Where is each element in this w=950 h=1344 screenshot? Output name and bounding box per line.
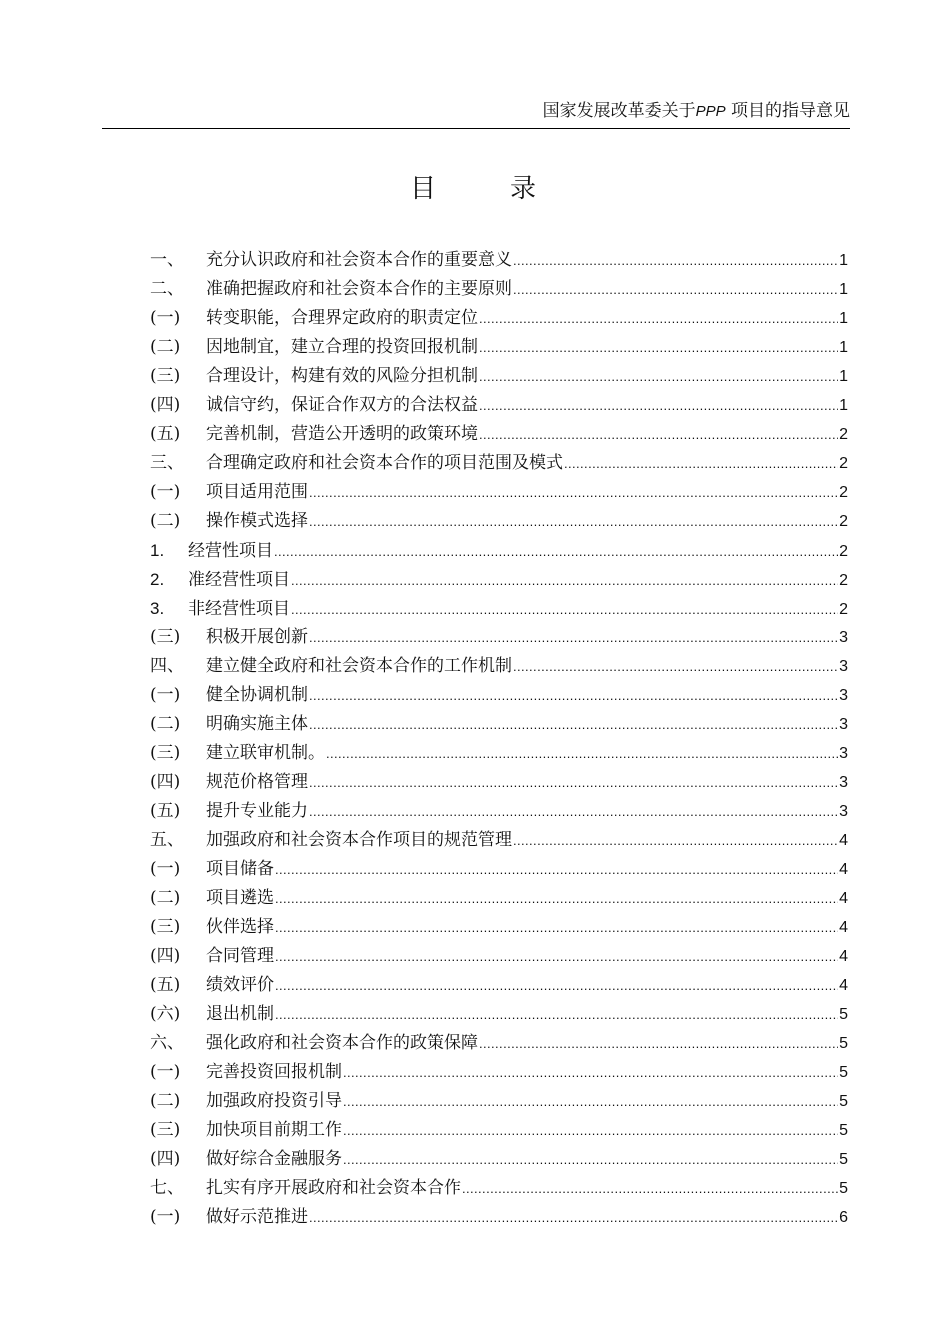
toc-entry[interactable] (150, 710, 848, 739)
toc-entry-page: 2 (839, 455, 848, 472)
toc-dot-leader (513, 652, 838, 681)
toc-entry-number: 3. (150, 599, 165, 618)
toc-entry-label: 诚信守约，保证合作双方的合法权益 (206, 395, 478, 415)
toc-entry-number: (三) (150, 627, 181, 647)
toc-entry[interactable] (150, 1058, 848, 1087)
toc-entry[interactable] (150, 652, 848, 681)
toc-entry-number: (二) (150, 511, 181, 531)
toc-entry[interactable] (150, 536, 848, 565)
toc-entry-page: 4 (839, 948, 848, 965)
toc-entry[interactable] (150, 1000, 848, 1029)
toc-entry-label: 加快项目前期工作 (206, 1120, 342, 1140)
toc-entry-label: 完善机制，营造公开透明的政策环境 (206, 424, 478, 444)
header-ppp: PPP (695, 103, 726, 120)
toc-entry-number: 1. (150, 541, 165, 560)
toc-entry-number: (四) (150, 1149, 181, 1169)
toc-dot-leader (564, 449, 838, 478)
toc-entry-number: 二、 (150, 279, 184, 299)
toc-dot-leader (513, 246, 838, 275)
toc-entry-page: 3 (839, 629, 848, 646)
toc-dot-leader (309, 507, 838, 536)
toc-dot-leader (343, 1058, 838, 1087)
header-text-after: 项目的指导意见 (725, 101, 850, 121)
toc-entry-label: 非经营性项目 (188, 599, 290, 619)
toc-entry-label: 项目适用范围 (206, 482, 308, 502)
toc-entry-label: 合理设计，构建有效的风险分担机制 (206, 366, 478, 386)
toc-entry-number: (四) (150, 946, 181, 966)
toc-dot-leader (326, 739, 838, 768)
toc-entry[interactable] (150, 1203, 848, 1232)
toc-dot-leader (479, 362, 838, 391)
toc-dot-leader (513, 826, 838, 855)
toc-entry-page: 1 (839, 281, 848, 298)
table-of-contents (150, 246, 848, 1232)
toc-entry[interactable] (150, 362, 848, 391)
toc-entry-page: 5 (839, 1035, 848, 1052)
toc-entry-number: (三) (150, 1120, 181, 1140)
toc-dot-leader (309, 623, 838, 652)
toc-entry[interactable] (150, 304, 848, 333)
title-left: 目 (409, 174, 440, 204)
toc-entry-page: 1 (839, 339, 848, 356)
toc-entry-label: 完善投资回报机制 (206, 1062, 342, 1082)
toc-entry-label: 经营性项目 (188, 541, 273, 561)
toc-entry-page: 5 (839, 1064, 848, 1081)
toc-entry[interactable] (150, 826, 848, 855)
toc-entry-page: 4 (839, 890, 848, 907)
toc-entry-number: (一) (150, 1062, 181, 1082)
toc-entry-number: 四、 (150, 656, 184, 676)
toc-entry[interactable] (150, 478, 848, 507)
toc-dot-leader (275, 855, 838, 884)
toc-entry-label: 伙伴选择 (206, 917, 274, 937)
toc-entry[interactable] (150, 768, 848, 797)
toc-entry[interactable] (150, 855, 848, 884)
toc-entry-number: (二) (150, 714, 181, 734)
toc-entry-label: 健全协调机制 (206, 685, 308, 705)
toc-entry[interactable] (150, 275, 848, 304)
toc-entry[interactable] (150, 1145, 848, 1174)
toc-entry-number: 六、 (150, 1033, 184, 1053)
toc-entry-label: 因地制宜，建立合理的投资回报机制 (206, 337, 478, 357)
toc-dot-leader (513, 275, 838, 304)
toc-entry-label: 提升专业能力 (206, 801, 308, 821)
toc-dot-leader (275, 971, 838, 1000)
toc-entry-number: 一、 (150, 250, 184, 270)
toc-entry-page: 4 (839, 861, 848, 878)
toc-dot-leader (479, 420, 838, 449)
toc-entry-label: 强化政府和社会资本合作的政策保障 (206, 1033, 478, 1053)
toc-dot-leader (343, 1087, 838, 1116)
toc-entry-page: 5 (839, 1006, 848, 1023)
toc-dot-leader (479, 1029, 838, 1058)
toc-entry-label: 明确实施主体 (206, 714, 308, 734)
toc-dot-leader (309, 768, 838, 797)
toc-entry[interactable] (150, 333, 848, 362)
toc-entry-number: (三) (150, 917, 181, 937)
toc-dot-leader (309, 1203, 838, 1232)
toc-entry-number: 2. (150, 570, 165, 589)
toc-entry-label: 加强政府和社会资本合作项目的规范管理 (206, 830, 512, 850)
toc-entry-label: 准确把握政府和社会资本合作的主要原则 (206, 279, 512, 299)
toc-entry-label: 加强政府投资引导 (206, 1091, 342, 1111)
toc-entry[interactable] (150, 797, 848, 826)
toc-entry-label: 绩效评价 (206, 975, 274, 995)
toc-entry-number: (一) (150, 685, 181, 705)
toc-entry-number: (一) (150, 859, 181, 879)
toc-entry-label: 做好综合金融服务 (206, 1149, 342, 1169)
toc-entry[interactable] (150, 246, 848, 275)
toc-dot-leader (275, 884, 838, 913)
toc-dot-leader (343, 1145, 838, 1174)
toc-entry[interactable] (150, 971, 848, 1000)
toc-entry-number: (二) (150, 1091, 181, 1111)
toc-entry-label: 准经营性项目 (188, 570, 290, 590)
toc-entry[interactable] (150, 1029, 848, 1058)
toc-entry-number: (六) (150, 1004, 181, 1024)
toc-dot-leader (275, 942, 838, 971)
toc-entry-number: (二) (150, 888, 181, 908)
toc-dot-leader (479, 304, 838, 333)
header-text-before: 国家发展改革委关于 (542, 101, 696, 121)
toc-dot-leader (309, 797, 838, 826)
toc-entry[interactable] (150, 391, 848, 420)
toc-entry-number: (五) (150, 424, 181, 444)
toc-entry[interactable] (150, 884, 848, 913)
toc-entry-label: 项目储备 (206, 859, 274, 879)
toc-entry-number: 七、 (150, 1178, 184, 1198)
toc-entry-page: 1 (839, 252, 848, 269)
toc-entry[interactable] (150, 1087, 848, 1116)
toc-dot-leader (479, 333, 838, 362)
toc-entry-label: 操作模式选择 (206, 511, 308, 531)
toc-entry-page: 5 (839, 1122, 848, 1139)
toc-entry-label: 积极开展创新 (206, 627, 308, 647)
toc-entry-number: (五) (150, 801, 181, 821)
toc-entry[interactable] (150, 420, 848, 449)
toc-dot-leader (309, 478, 838, 507)
toc-entry-page: 1 (839, 397, 848, 414)
toc-entry-label: 项目遴选 (206, 888, 274, 908)
toc-entry[interactable] (150, 507, 848, 536)
toc-dot-leader (479, 391, 838, 420)
toc-entry-label: 转变职能，合理界定政府的职责定位 (206, 308, 478, 328)
toc-entry-page: 5 (839, 1151, 848, 1168)
toc-dot-leader (309, 681, 838, 710)
toc-entry-number: (四) (150, 395, 181, 415)
toc-entry-label: 做好示范推进 (206, 1207, 308, 1227)
running-header (102, 96, 850, 126)
toc-entry-page: 3 (839, 716, 848, 733)
toc-entry-page: 6 (839, 1209, 848, 1226)
toc-dot-leader (275, 1000, 838, 1029)
toc-entry-page: 3 (839, 745, 848, 762)
toc-dot-leader (343, 1116, 838, 1145)
toc-entry-page: 3 (839, 803, 848, 820)
toc-entry-page: 1 (839, 310, 848, 327)
toc-entry-number: (五) (150, 975, 181, 995)
toc-entry[interactable] (150, 565, 848, 594)
toc-entry[interactable] (150, 594, 848, 623)
toc-entry-page: 2 (839, 513, 848, 530)
toc-entry-number: (四) (150, 772, 181, 792)
toc-entry-number: 三、 (150, 453, 184, 473)
toc-entry-page: 5 (839, 1093, 848, 1110)
toc-entry-label: 合同管理 (206, 946, 274, 966)
toc-entry-page: 4 (839, 919, 848, 936)
toc-entry-page: 1 (839, 368, 848, 385)
toc-entry-page: 3 (839, 658, 848, 675)
toc-entry-label: 建立联审机制。 (206, 743, 325, 763)
toc-entry-page: 5 (839, 1180, 848, 1197)
toc-dot-leader (275, 913, 838, 942)
toc-entry-page: 2 (839, 572, 848, 589)
toc-entry[interactable] (150, 1116, 848, 1145)
toc-entry[interactable] (150, 449, 848, 478)
toc-entry-number: 五、 (150, 830, 184, 850)
toc-entry[interactable] (150, 739, 848, 768)
toc-entry[interactable] (150, 623, 848, 652)
toc-entry-number: (一) (150, 1207, 181, 1227)
toc-dot-leader (274, 537, 838, 566)
toc-entry-label: 合理确定政府和社会资本合作的项目范围及模式 (206, 453, 563, 473)
toc-entry-number: (一) (150, 308, 181, 328)
toc-dot-leader (462, 1174, 838, 1203)
toc-entry-page: 3 (839, 774, 848, 791)
toc-entry-page: 2 (839, 426, 848, 443)
toc-entry-label: 充分认识政府和社会资本合作的重要意义 (206, 250, 512, 270)
toc-entry-page: 2 (839, 543, 848, 560)
toc-entry-page: 4 (839, 977, 848, 994)
toc-entry-number: (一) (150, 482, 181, 502)
toc-entry-label: 退出机制 (206, 1004, 274, 1024)
toc-entry-label: 扎实有序开展政府和社会资本合作 (206, 1178, 461, 1198)
toc-entry[interactable] (150, 1174, 848, 1203)
toc-entry-page: 2 (839, 484, 848, 501)
toc-entry-number: (三) (150, 743, 181, 763)
toc-entry-label: 规范价格管理 (206, 772, 308, 792)
toc-dot-leader (291, 595, 838, 624)
toc-entry-page: 4 (839, 832, 848, 849)
toc-entry[interactable] (150, 913, 848, 942)
toc-entry-page: 3 (839, 687, 848, 704)
page-title (0, 168, 950, 205)
toc-entry-page: 2 (839, 601, 848, 618)
toc-entry[interactable] (150, 681, 848, 710)
toc-entry-label: 建立健全政府和社会资本合作的工作机制 (206, 656, 512, 676)
toc-entry-number: (三) (150, 366, 181, 386)
title-right: 录 (510, 174, 541, 204)
toc-dot-leader (309, 710, 838, 739)
header-rule (102, 128, 850, 129)
toc-dot-leader (291, 566, 838, 595)
toc-entry[interactable] (150, 942, 848, 971)
toc-entry-number: (二) (150, 337, 181, 357)
